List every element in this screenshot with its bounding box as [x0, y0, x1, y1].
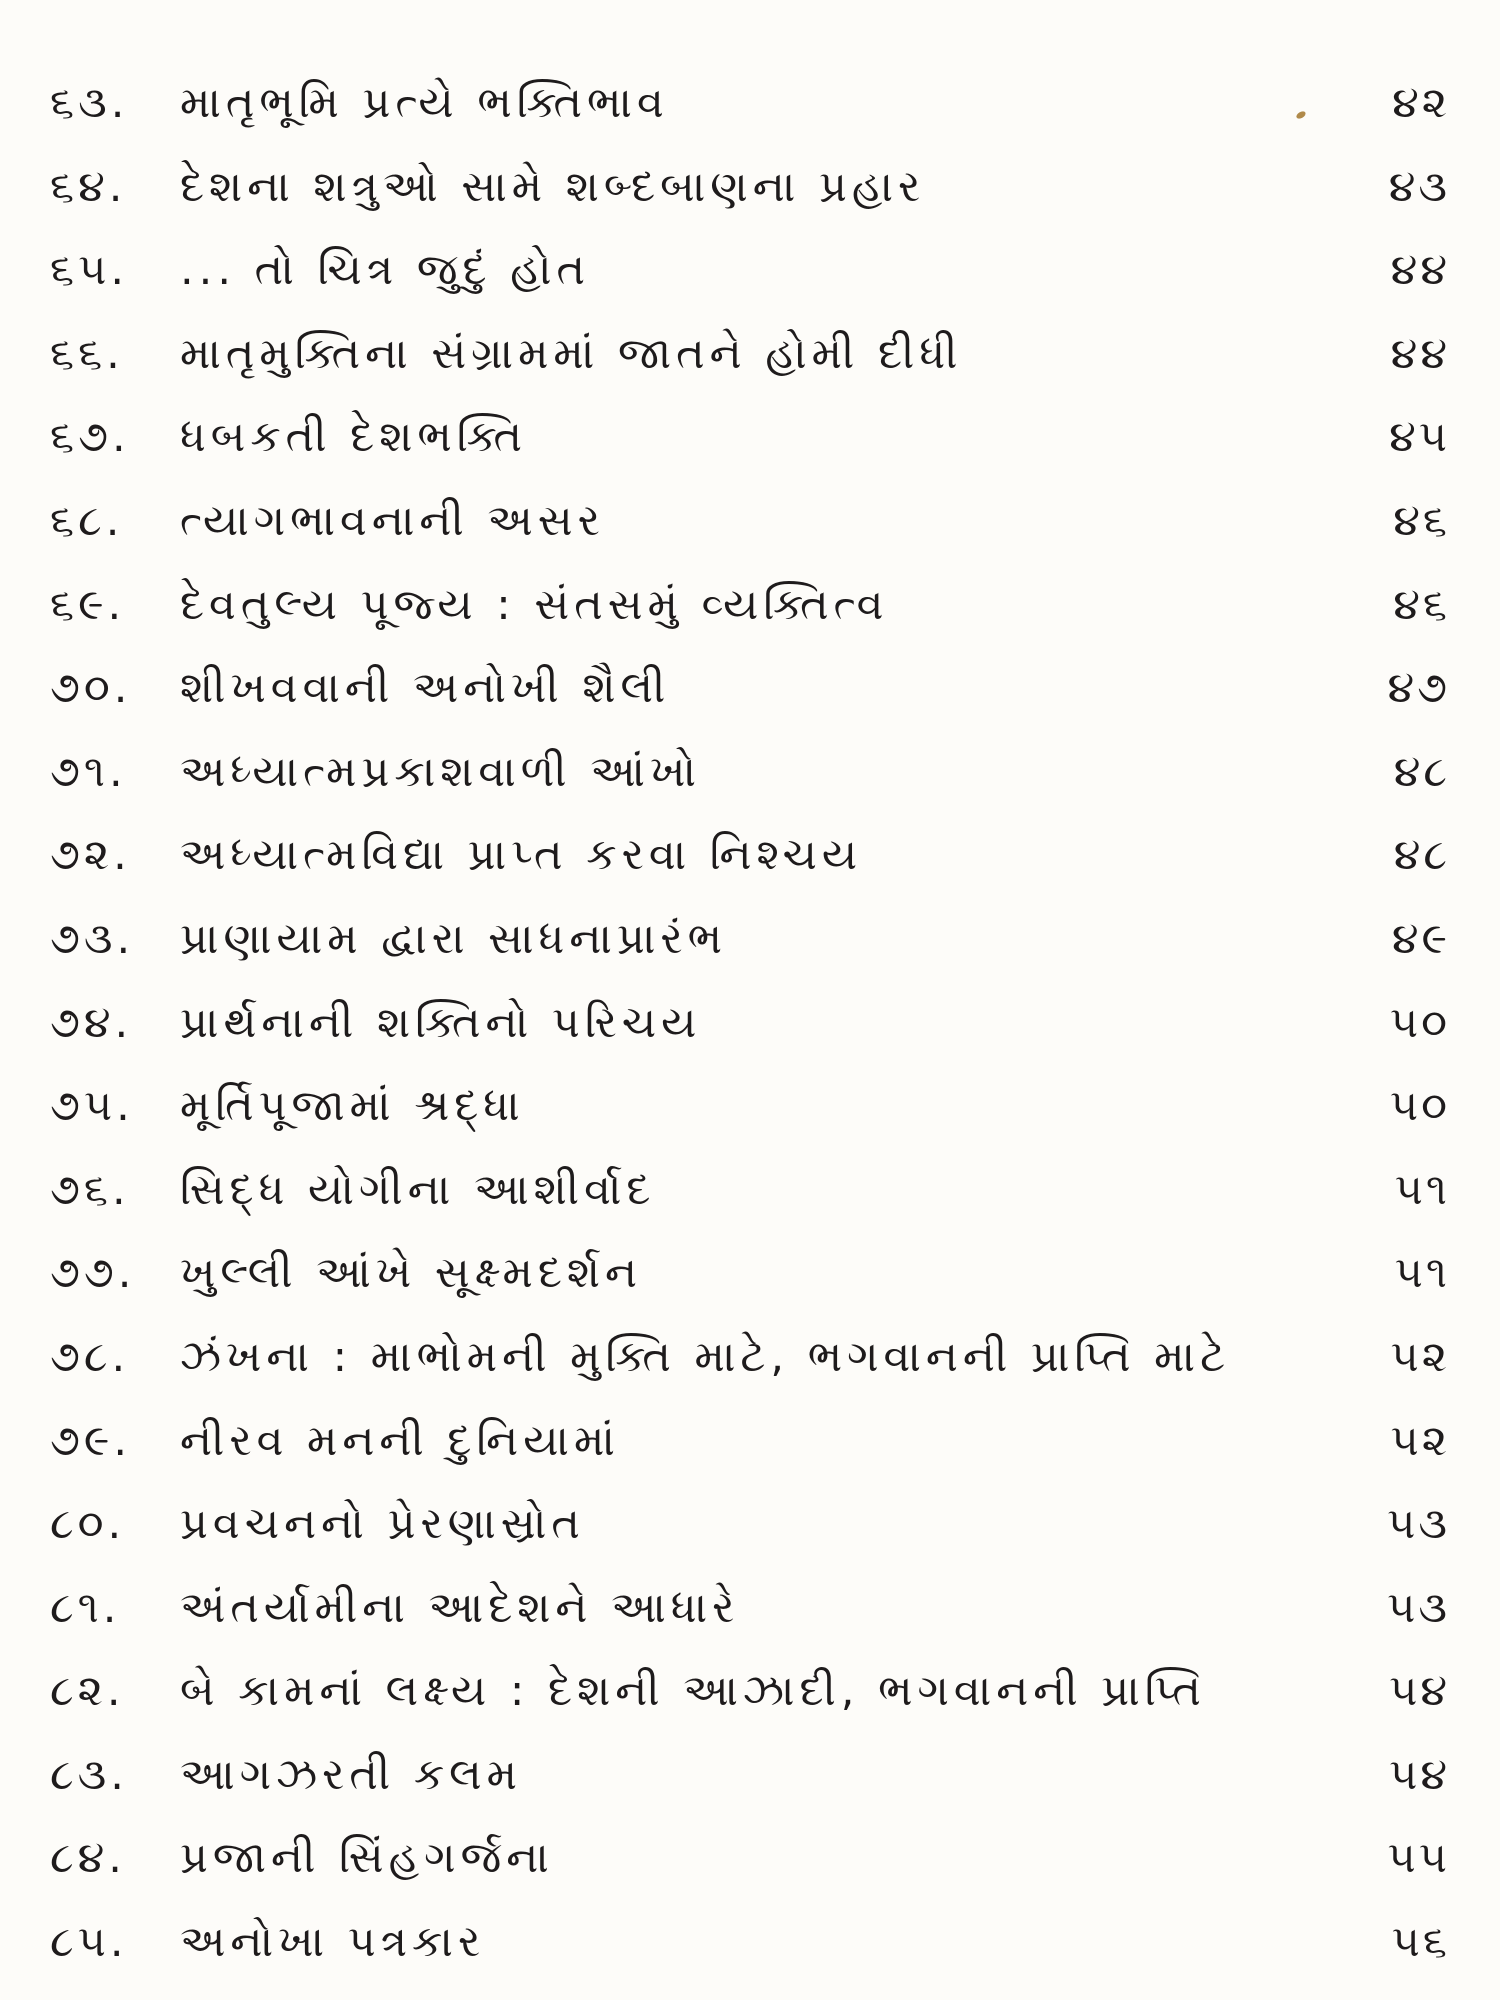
toc-entry — [0, 1232, 1500, 1316]
page-number: ૪૭ — [1387, 663, 1450, 714]
page-number: ૪૬ — [1393, 495, 1450, 546]
chapter-number: ૭૯. — [50, 1415, 132, 1466]
toc-entry — [0, 1901, 1500, 1985]
page-number: ૫૧ — [1394, 1164, 1450, 1215]
page-number: ૫૩ — [1387, 1499, 1450, 1550]
chapter-number: ૭૫. — [50, 1081, 134, 1132]
chapter-title: અનોખા પત્રકાર — [180, 1917, 486, 1968]
page-number: ૪૫ — [1389, 412, 1450, 463]
page-number: ૪૯ — [1391, 913, 1450, 964]
chapter-title: દેશના શત્રુઓ સામે શબ્દબાણના પ્રહાર — [180, 161, 926, 212]
chapter-title: નીરવ મનની દુનિયામાં — [180, 1415, 620, 1466]
toc-entry — [0, 1483, 1500, 1567]
chapter-number: ૭૪. — [50, 997, 133, 1048]
chapter-title: પ્રાણાયામ દ્વારા સાધનાપ્રારંભ — [180, 913, 727, 964]
chapter-title: ... તો ચિત્ર જુદું હોત — [180, 245, 591, 296]
page-number: ૪૪ — [1390, 328, 1450, 379]
page-number: ૪૨ — [1392, 78, 1450, 128]
chapter-title: અંતર્યામીના આદેશને આધારે — [180, 1582, 740, 1633]
page-number: ૫૨ — [1390, 1331, 1450, 1382]
toc-entry — [0, 1817, 1500, 1901]
chapter-title: સિદ્ધ યોગીના આશીર્વાદ — [180, 1164, 656, 1215]
page-number: ૫૨ — [1390, 1415, 1450, 1466]
chapter-number: ૬૬. — [50, 328, 124, 379]
toc-entry — [0, 731, 1500, 815]
page-number: ૪૮ — [1393, 746, 1450, 797]
chapter-title: પ્રવચનનો પ્રેરણાસ્રોત — [180, 1499, 585, 1550]
chapter-number: ૮૫. — [50, 1917, 128, 1968]
chapter-title: દેવતુલ્ય પૂજ્ય : સંતસમું વ્યક્તિત્વ — [180, 579, 889, 630]
toc-entry — [0, 647, 1500, 731]
chapter-number: ૭૩. — [50, 913, 135, 964]
toc-entry — [0, 313, 1500, 397]
toc-entry — [0, 1065, 1500, 1149]
toc-entry — [0, 898, 1500, 982]
chapter-title: અધ્યાત્મપ્રકાશવાળી આંખો — [180, 746, 702, 797]
page-number: ૫૧ — [1394, 1248, 1450, 1299]
toc-entry — [0, 814, 1500, 898]
toc-entry — [0, 982, 1500, 1066]
chapter-number: ૭૬. — [50, 1164, 130, 1215]
toc-entry — [0, 396, 1500, 480]
page-number: ૫૦ — [1389, 1081, 1450, 1132]
chapter-title: બે કામનાં લક્ષ્ય : દેશની આઝાદી, ભગવાનની પ્રાપ્તિ — [180, 1666, 1206, 1717]
chapter-number: ૭૨. — [50, 830, 131, 881]
chapter-title: ઝંખના : માભોમની મુક્તિ માટે, ભગવાનની પ્રાપ્તિ માટે — [180, 1331, 1231, 1382]
toc-entry — [0, 1400, 1500, 1484]
page-number: ૪૬ — [1393, 579, 1450, 630]
chapter-number: ૮૧. — [50, 1582, 121, 1633]
chapter-number: ૭૧. — [50, 746, 127, 797]
chapter-title: મૂર્તિપૂજામાં શ્રદ્ધા — [180, 1081, 525, 1132]
toc-entry — [0, 229, 1500, 313]
page-number: ૫૪ — [1389, 1749, 1450, 1800]
toc-entry — [0, 1149, 1500, 1233]
chapter-title: પ્રાર્થનાની શક્તિનો પરિચય — [180, 997, 702, 1048]
chapter-title: માતૃમુક્તિના સંગ્રામમાં જાતને હોમી દીધી — [180, 328, 963, 379]
chapter-title: અધ્યાત્મવિદ્યા પ્રાપ્ત કરવા નિશ્ચય — [180, 830, 863, 881]
chapter-number: ૮૩. — [50, 1749, 128, 1800]
chapter-title: ધબકતી દેશભક્તિ — [180, 412, 528, 463]
toc-entry — [0, 1316, 1500, 1400]
page-number: ૫૩ — [1387, 1582, 1450, 1633]
chapter-number: ૮૨. — [50, 1666, 125, 1717]
chapter-number: ૬૫. — [50, 245, 128, 296]
chapter-number: ૬૯. — [50, 579, 126, 630]
table-of-contents — [0, 62, 1500, 1985]
page-number: ૫૫ — [1387, 1833, 1450, 1884]
toc-entry — [0, 1650, 1500, 1734]
chapter-title: ત્યાગભાવનાની અસર — [180, 495, 605, 546]
chapter-title: પ્રજાની સિંહગર્જના — [180, 1833, 554, 1884]
page-number: ૫૬ — [1391, 1917, 1450, 1968]
chapter-number: ૮૦. — [50, 1499, 126, 1550]
toc-entry — [0, 62, 1500, 146]
page-number: ૫૦ — [1389, 997, 1450, 1048]
chapter-title: આગઝરતી કલમ — [180, 1749, 523, 1800]
chapter-number: ૬૩. — [50, 78, 129, 128]
page-number: ૪૩ — [1388, 161, 1450, 212]
chapter-title: માતૃભૂમિ પ્રત્યે ભક્તિભાવ — [180, 78, 669, 128]
chapter-title: ખુલ્લી આંખે સૂક્ષ્મદર્શન — [180, 1248, 643, 1299]
chapter-number: ૬૮. — [50, 495, 124, 546]
chapter-number: ૭૮. — [50, 1331, 130, 1382]
page-number: ૫૪ — [1389, 1666, 1450, 1717]
chapter-title: શીખવવાની અનોખી શૈલી — [180, 663, 671, 714]
chapter-number: ૭૭. — [50, 1248, 136, 1299]
chapter-number: ૬૭. — [50, 412, 130, 463]
chapter-number: ૬૪. — [50, 161, 127, 212]
chapter-number: ૭૦. — [50, 663, 132, 714]
page-number: ૪૮ — [1393, 830, 1450, 881]
toc-entry — [0, 564, 1500, 648]
toc-entry — [0, 146, 1500, 230]
toc-entry — [0, 480, 1500, 564]
toc-entry — [0, 1567, 1500, 1651]
toc-entry — [0, 1734, 1500, 1818]
chapter-number: ૮૪. — [50, 1833, 126, 1884]
page-number: ૪૪ — [1390, 245, 1450, 296]
